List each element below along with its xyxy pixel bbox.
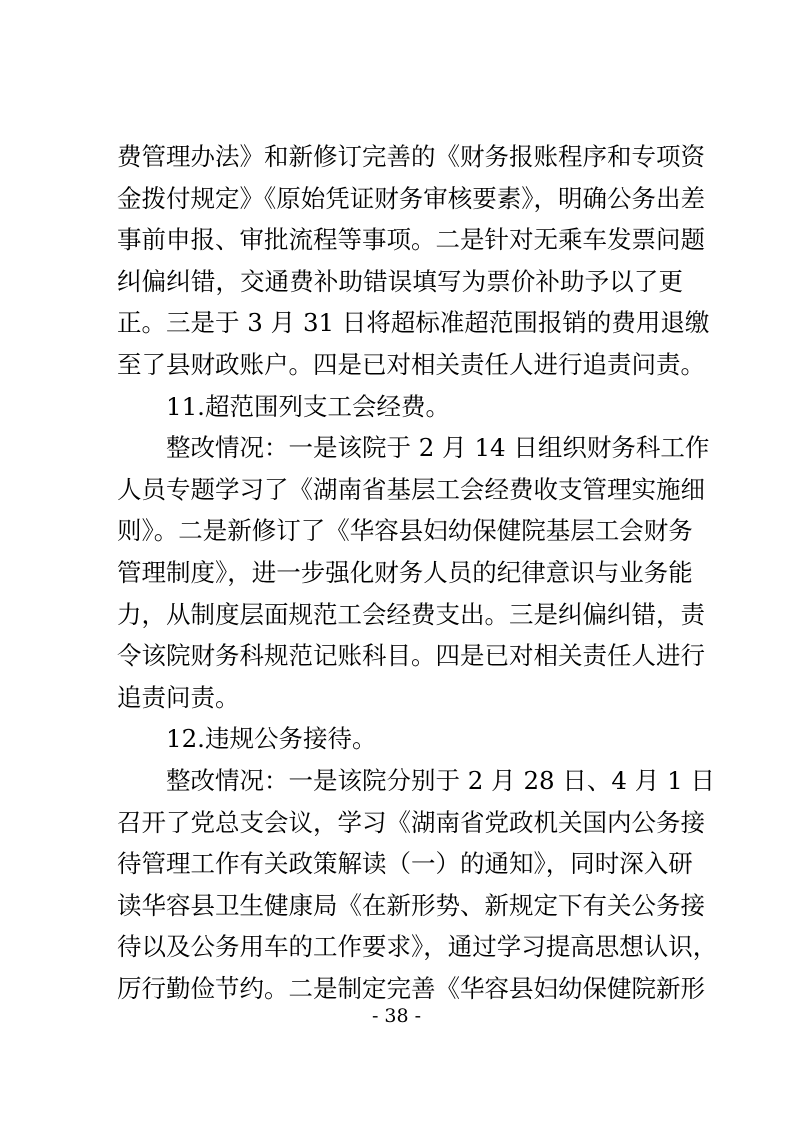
paragraph-line: 则》。二是新修订了《华容县妇幼保健院基层工会财务	[117, 516, 693, 546]
paragraph-line: 厉行勤俭节约。二是制定完善《华容县妇幼保健院新形	[117, 973, 705, 1003]
paragraph-line: 召开了党总支会议，学习《湖南省党政机关国内公务接	[117, 807, 705, 837]
paragraph-line: 人员专题学习了《湖南省基层工会经费收支管理实施细	[117, 474, 705, 504]
section-heading-11: 11.超范围列支工会经费。	[166, 391, 450, 421]
paragraph-line: 整改情况：一是该院分别于 2 月 28 日、4 月 1 日	[166, 765, 715, 795]
paragraph-line: 力，从制度层面规范工会经费支出。三是纠偏纠错，责	[117, 599, 705, 629]
paragraph-line: 管理制度》，进一步强化财务人员的纪律意识与业务能	[117, 557, 693, 587]
paragraph-line: 令该院财务科规范记账科目。四是已对相关责任人进行	[117, 641, 705, 671]
paragraph-line: 待管理工作有关政策解读（一）的通知》，同时深入研	[117, 849, 693, 879]
paragraph-line: 追责问责。	[117, 682, 240, 712]
paragraph-line: 待以及公务用车的工作要求》，通过学习提高思想认识，	[117, 932, 718, 962]
paragraph-line: 事前申报、审批流程等事项。二是针对无乘车发票问题	[117, 225, 705, 255]
paragraph-line: 金拨付规定》《原始凭证财务审核要素》，明确公务出差	[117, 183, 705, 213]
page-number: - 38 -	[371, 1005, 422, 1027]
paragraph-line: 纠偏纠错，交通费补助错误填写为票价补助予以了更	[117, 266, 683, 296]
document-body	[117, 136, 718, 1009]
paragraph-line: 整改情况：一是该院于 2 月 14 日组织财务科工作	[166, 433, 710, 463]
paragraph-line: 费管理办法》和新修订完善的《财务报账程序和专项资	[117, 142, 705, 171]
section-heading-12: 12.违规公务接待。	[166, 724, 377, 754]
paragraph-line: 正。三是于 3 月 31 日将超标准超范围报销的费用退缴	[117, 308, 710, 338]
paragraph-line: 读华容县卫生健康局《在新形势、新规定下有关公务接	[117, 890, 705, 920]
paragraph-line: 至了县财政账户。四是已对相关责任人进行追责问责。	[117, 349, 705, 379]
